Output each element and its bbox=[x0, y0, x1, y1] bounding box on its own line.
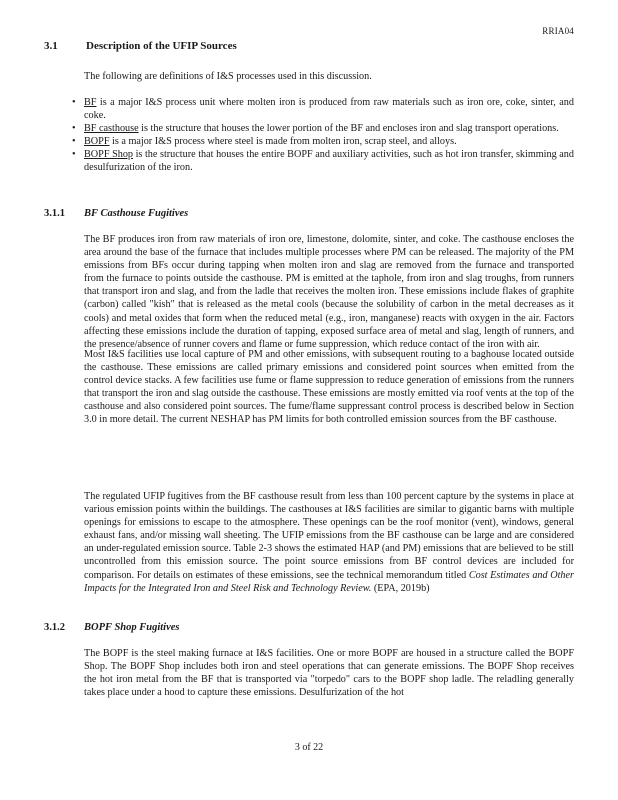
paragraph-3 bbox=[84, 490, 574, 595]
paragraph-4: The BOPF is the steel making furnace at I&S facilities. One or more BOPF are housed in a structure called the BOPF Shop. The BOPF Shop includes both iron and steel operations that can generate emissions. The BOPF Shop receives the hot iron metal from the BF that is transported via "torpedo" cars to the BOPF shop ladle. The reladling generally takes place under a hood to capture these emissions. Desulfurization of the hot bbox=[84, 648, 574, 699]
bullet-icon: • bbox=[72, 97, 76, 108]
definition-term: BF casthouse bbox=[84, 123, 139, 135]
list-item bbox=[72, 148, 574, 174]
definition-text: is the structure that houses the entire BOPF and auxiliary activities, such as hot iron transfer, skimming and desulfurization of the iron. bbox=[84, 149, 574, 174]
document-id: RRIA04 bbox=[542, 26, 574, 36]
subsection-title: BOPF Shop Fugitives bbox=[84, 622, 180, 633]
list-item bbox=[72, 135, 574, 148]
bullet-icon: • bbox=[72, 123, 76, 135]
intro-text: The following are definitions of I&S processes used in this discussion. bbox=[84, 71, 372, 82]
list-item bbox=[72, 96, 574, 122]
definition-term: BF bbox=[84, 97, 97, 108]
paragraph-1: The BF produces iron from raw materials of iron ore, limestone, dolomite, sinter, and coke. The casthouse encloses the area around the base of the furnace that includes multiple processes where PM can be released. The majority of the PM emissions from BFs occur during tapping when molten iron and slag are removed from the furnace and transported from the furnace to points outside the casthouse. PM is emitted at the taphole, from iron and slag troughs, from runners that transport iron and slag, and from the ladle that receives the molten iron. These emissions include flakes of graphite (carbon) called "kish" that is released as the metal cools (because the solubility of carbon in the metal decreases as it cools) and metal oxides that form when the reduced metal (e.g., iron, manganese) reacts with oxygen in the air. Factors affecting these emissions include the duration of tapping, exposed surface area of metal and slag, length of runners, and the presence/absence of runner covers and flame or fume suppression, which reduce contact of the iron with air. bbox=[84, 234, 574, 350]
subsection-heading-1 bbox=[44, 208, 188, 219]
section-title: Description of the UFIP Sources bbox=[86, 40, 237, 52]
paragraph-2: Most I&S facilities use local capture of PM and other emissions, with subsequent routing to a baghouse located outside the casthouse. These emissions are called primary emissions and considered point sources when emitted from the control device stacks. A few facilities use fume or flame suppression to reduce generation of emissions from the runners that transport the iron and slag outside the casthouse. These emissions are mostly emitted via roof vents at the top of the casthouse and also considered point sources. The fume/flame suppressant control process is described below in Section 3.0 in more detail. The current NESHAP has PM limits for both controlled emission sources from the BF casthouse. bbox=[84, 349, 574, 426]
definition-text: is a major I&S process where steel is made from molten iron, scrap steel, and alloys. bbox=[109, 136, 457, 148]
subsection-title: BF Casthouse Fugitives bbox=[84, 208, 189, 219]
definitions-list bbox=[72, 96, 574, 175]
subsection-heading-2 bbox=[44, 622, 180, 633]
page-number: 3 of 22 bbox=[294, 742, 324, 753]
bullet-icon: • bbox=[72, 136, 76, 148]
list-item bbox=[72, 122, 574, 135]
subsection-number: 3.1.2 bbox=[44, 622, 65, 633]
paragraph-3-text: The regulated UFIP fugitives from the BF casthouse result from less than 100 percent capture by the systems in place at various emission points within the buildings. The casthouses at I&S facilities are similar to gigantic barns with multiple openings for emissions to escape to the atmosphere. These openings can be the roof monitor (vent), windows, general exhaust fans, and/or missing wall sheeting. The UFIP emissions from the BF casthouse can be large and are considered an under-regulated emission source. Table 2-3 shows the estimated HAP (and PM) emissions that are believed to be still uncontrolled from this emission source. The point source emissions from BF control devices are included for comparison. For details on estimates of these emissions, see the technical memorandum titled bbox=[84, 491, 574, 581]
subsection-number: 3.1.1 bbox=[44, 208, 65, 219]
memo-citation: (EPA, 2019b) bbox=[371, 582, 430, 594]
definition-text: is a major I&S process unit where molten iron is produced from raw materials such as iron ore, coke, sinter, and coke. bbox=[84, 97, 574, 122]
definition-text: is the structure that houses the lower portion of the BF and encloses iron and slag transport operations. bbox=[138, 123, 559, 135]
definition-term: BOPF bbox=[84, 136, 110, 148]
bullet-icon: • bbox=[72, 149, 76, 161]
section-number: 3.1 bbox=[44, 40, 58, 52]
section-heading bbox=[44, 40, 237, 52]
memo-title: Cost Estimates and Other Impacts for the Integrated Iron and Steel Risk and Technology Review. bbox=[84, 569, 575, 594]
definition-term: BOPF Shop bbox=[84, 149, 134, 161]
